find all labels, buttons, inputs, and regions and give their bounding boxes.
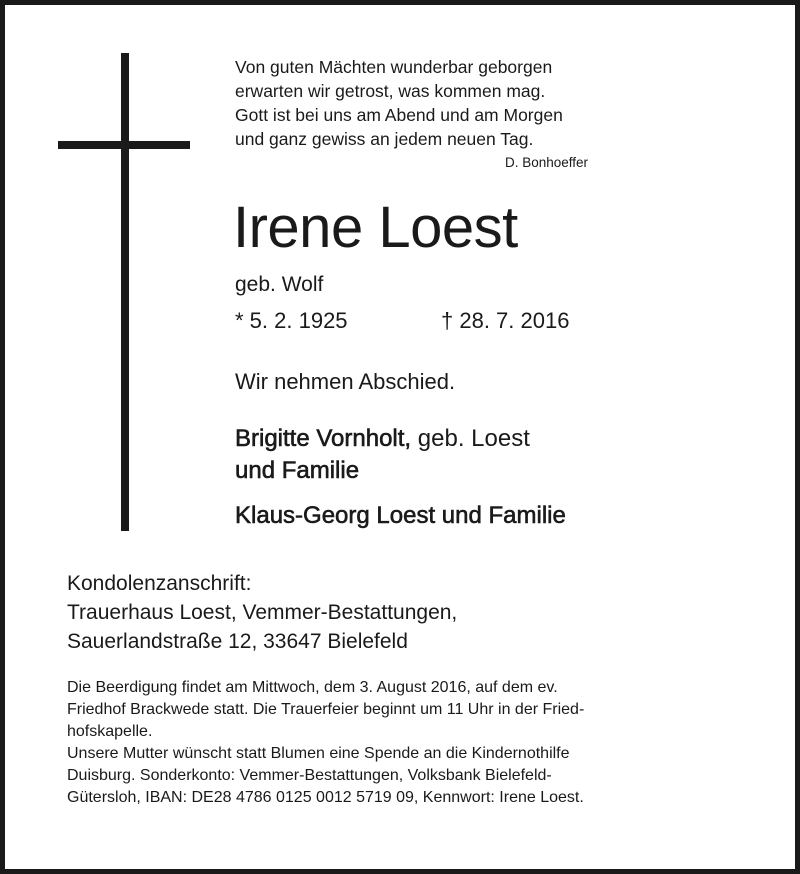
address-line: Sauerlandstraße 12, 33647 Bielefeld (67, 630, 408, 653)
address-line: Trauerhaus Loest, Vemmer-Bestattungen, (67, 601, 458, 624)
mourner-name: Brigitte Vornholt, (235, 425, 412, 452)
info-line: hofskapelle. (67, 723, 153, 740)
funeral-info (67, 677, 743, 809)
death-date: † 28. 7. 2016 (441, 308, 570, 333)
poem-line: erwarten wir getrost, was kommen mag. (235, 81, 546, 101)
poem-line: Gott ist bei uns am Abend und am Morgen (235, 105, 563, 125)
mourner-second-name: Klaus-Georg Loest und Familie (235, 502, 566, 529)
mourner-maiden: geb. Loest (417, 425, 530, 452)
info-line: Friedhof Brackwede statt. Die Trauerfeier beginnt um 11 Uhr in der Fried- (67, 701, 585, 718)
mourner-second (235, 502, 566, 530)
poem-line: und ganz gewiss an jedem neuen Tag. (235, 129, 534, 149)
deceased-name: Irene Loest (233, 195, 518, 260)
info-line: Gütersloh, IBAN: DE28 4786 0125 0012 5719 09, Kennwort: Irene Loest. (67, 789, 584, 806)
maiden-name: geb. Wolf (235, 273, 324, 296)
condolence-address (67, 569, 457, 656)
mourner-first (235, 423, 530, 487)
info-line: Die Beerdigung findet am Mittwoch, dem 3. August 2016, auf dem ev. (67, 679, 558, 696)
info-line: Unsere Mutter wünscht statt Blumen eine Spende an die Kindernothilfe (67, 745, 570, 762)
farewell-text: Wir nehmen Abschied. (235, 369, 456, 394)
poem (235, 55, 563, 151)
poem-line: Von guten Mächten wunderbar geborgen (235, 57, 553, 77)
birth-date: * 5. 2. 1925 (235, 308, 348, 333)
poem-author: D. Bonhoeffer (505, 155, 589, 170)
info-line: Duisburg. Sonderkonto: Vemmer-Bestattungen, Volksbank Bielefeld- (67, 767, 552, 784)
mourner-family: und Familie (235, 457, 360, 484)
cross-icon-bar (58, 141, 190, 149)
address-line: Kondolenzanschrift: (67, 572, 252, 595)
cross-icon (121, 53, 129, 531)
